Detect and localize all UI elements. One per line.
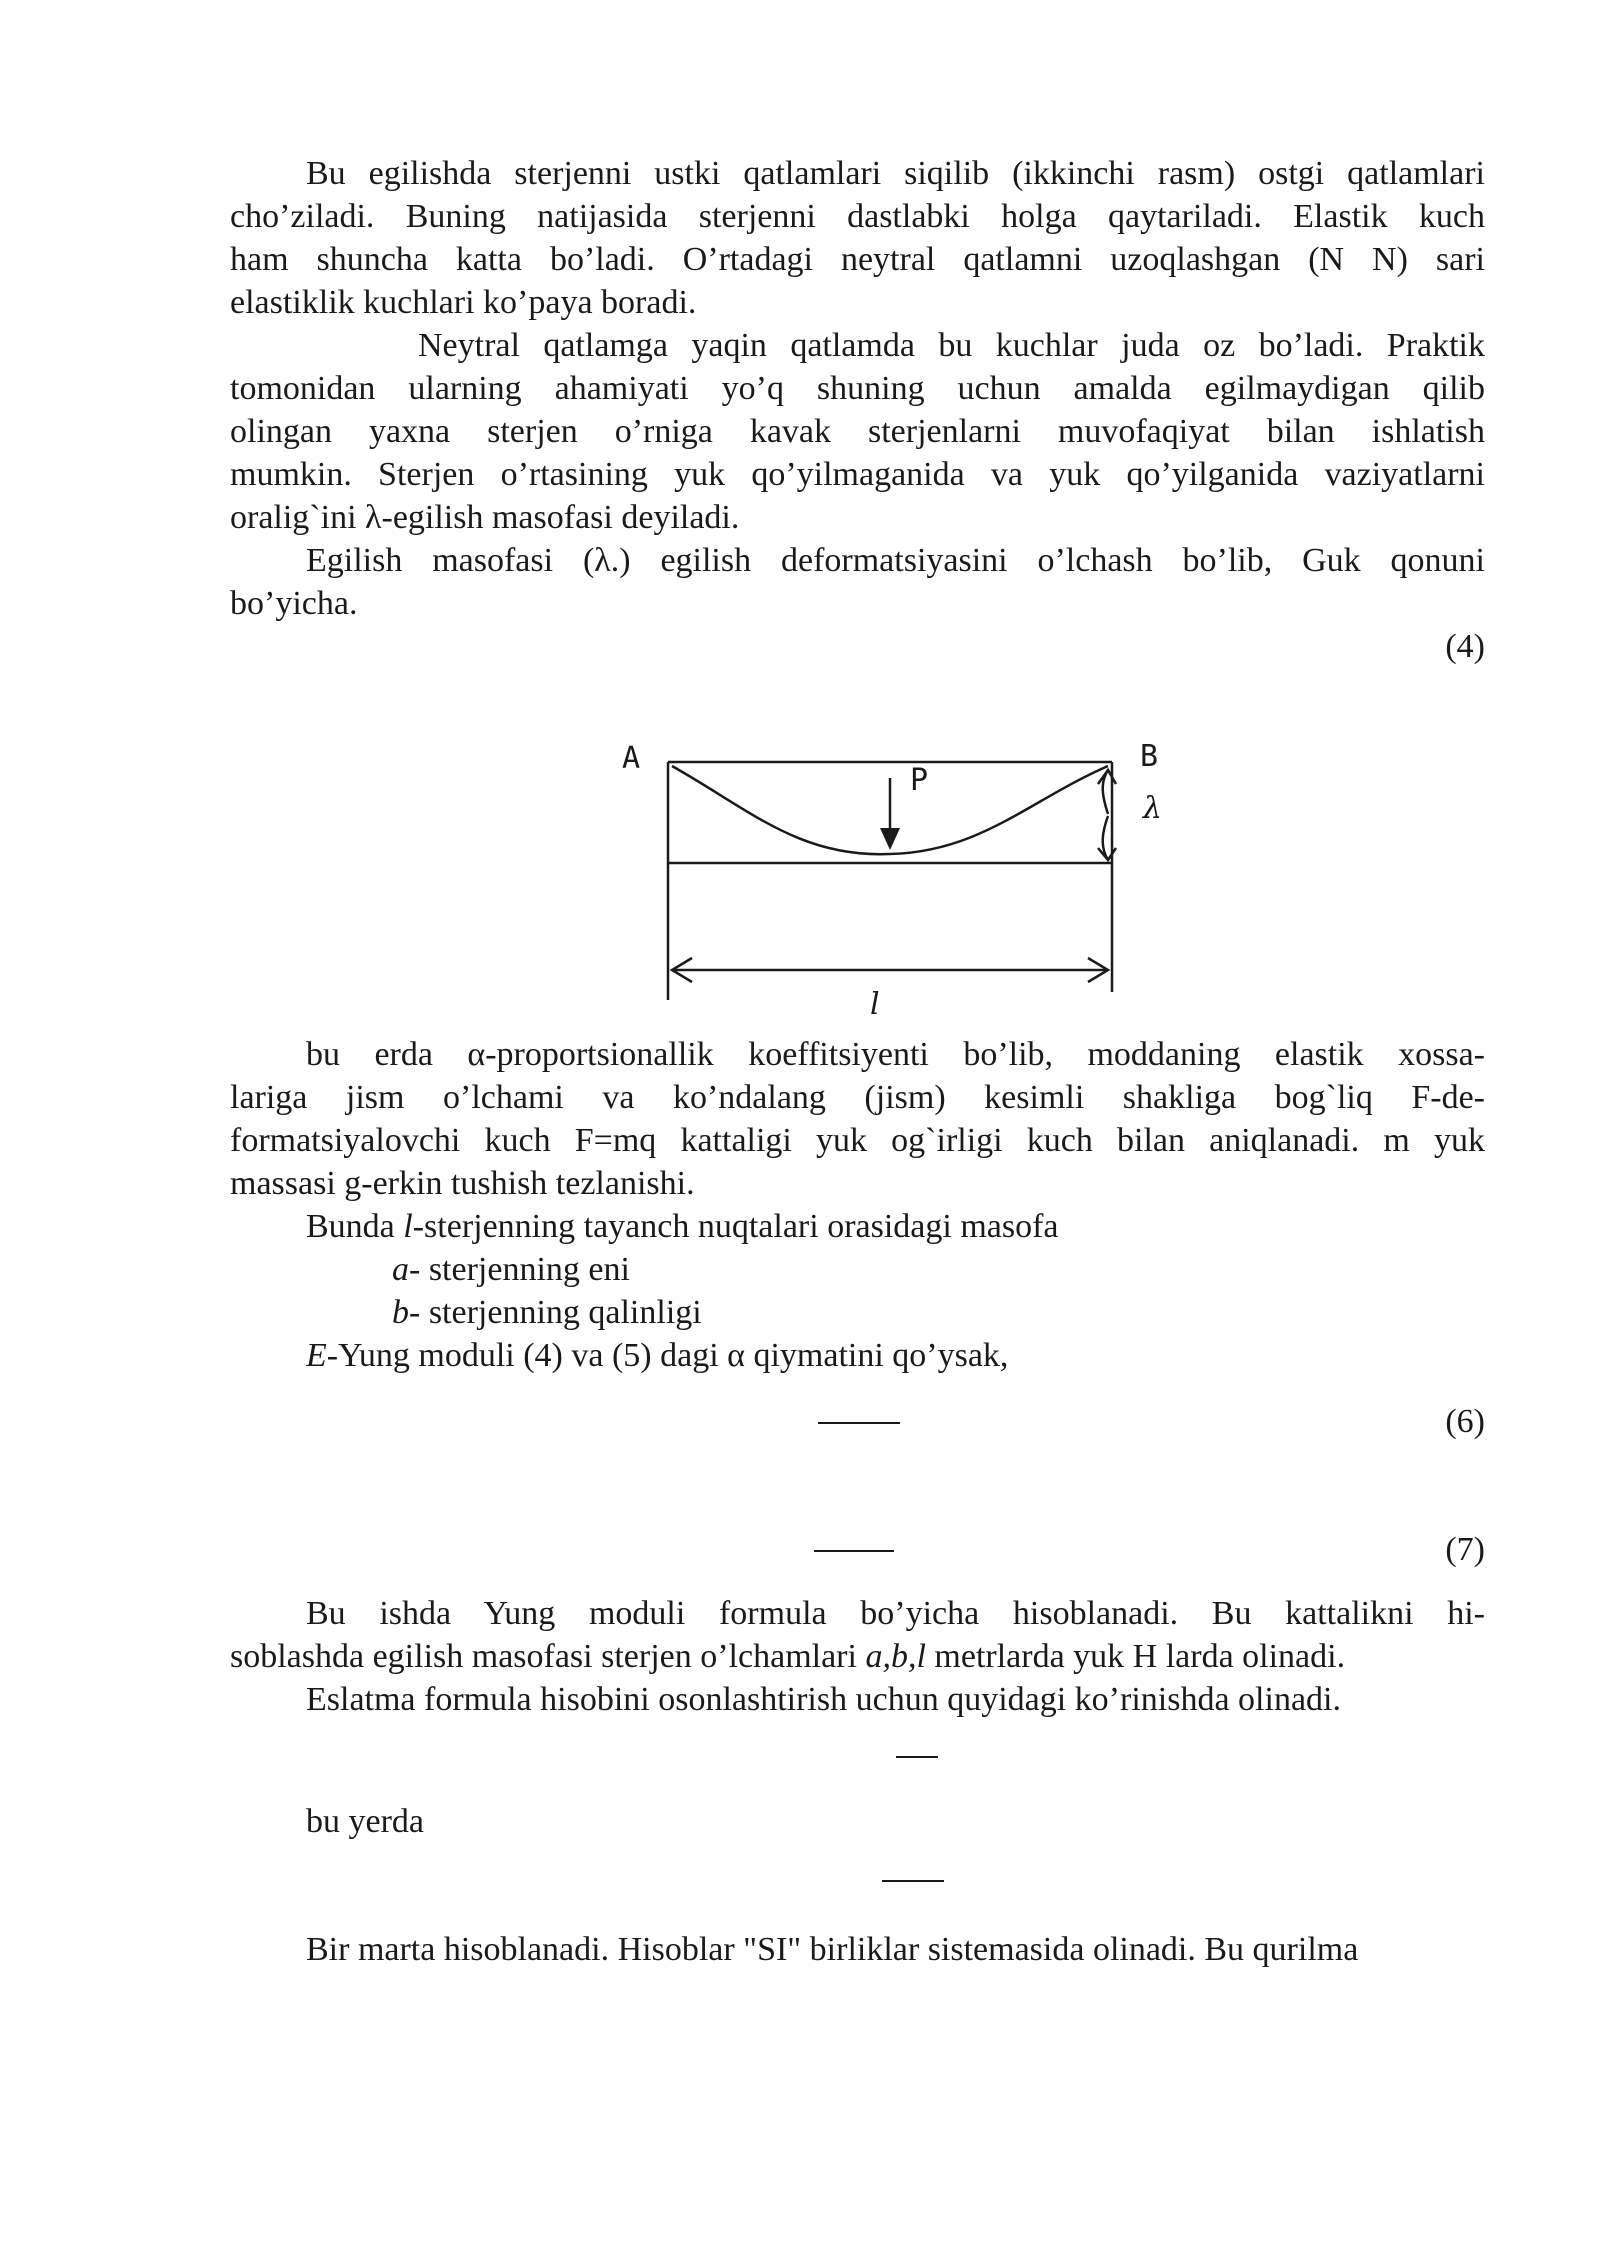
fraction-bar	[882, 1880, 944, 1882]
label-p: P	[910, 763, 929, 798]
beam-deflection-figure	[600, 730, 1180, 1020]
text-line: ham shuncha katta bo’ladi. O’rtadagi neytral qatlamni uzoqlashgan (N N) sari	[230, 241, 1485, 278]
definition-a: a- sterjenning eni	[392, 1251, 630, 1288]
equation-number: (7)	[1445, 1531, 1485, 1568]
lambda-arrow-bottom	[1098, 848, 1116, 860]
text-line: lariga jism o’lchami va ko’ndalang (jism) kesimli shakliga bog`liq F-de-	[230, 1079, 1485, 1116]
force-arrow-head	[880, 828, 900, 850]
text-line: Neytral qatlamga yaqin qatlamda bu kuchlar juda oz bo’ladi. Praktik	[418, 327, 1485, 364]
text-line: formatsiyalovchi kuch F=mq kattaligi yuk og`irligi kuch bilan aniqlanadi. m yuk	[230, 1122, 1485, 1159]
definition-l: Bunda l-sterjenning tayanch nuqtalari orasidagi masofa	[306, 1208, 1059, 1245]
text-line: mumkin. Sterjen o’rtasining yuk qo’yilmaganida va yuk qo’yilganida vaziyatlarni	[230, 456, 1485, 493]
text-line: bu erda α-proportsionallik koeffitsiyenti bo’lib, moddaning elastik xossa-	[306, 1036, 1485, 1073]
text-line: soblashda egilish masofasi sterjen o’lchamlari a,b,l metrlarda yuk H larda olinadi.	[230, 1638, 1346, 1675]
label-lambda: λ	[1143, 791, 1163, 826]
text-line: elastiklik kuchlari ko’paya boradi.	[230, 284, 697, 321]
text-line: bo’yicha.	[230, 585, 358, 622]
text-line: Bir marta hisoblanadi. Hisoblar "SI" birliklar sistemasida olinadi. Bu qurilma	[306, 1931, 1359, 1968]
label-l: l	[870, 987, 880, 1020]
label-b: B	[1140, 739, 1159, 774]
lambda-arrow-top	[1098, 770, 1116, 784]
text-line: bu yerda	[306, 1803, 425, 1840]
fraction-bar	[896, 1756, 938, 1758]
definition-e: E-Yung moduli (4) va (5) dagi α qiymatini qo’ysak,	[306, 1337, 1009, 1374]
text-line: oralig`ini λ-egilish masofasi deyiladi.	[230, 499, 740, 536]
equation-number: (6)	[1445, 1403, 1485, 1440]
text-line: cho’ziladi. Buning natijasida sterjenni dastlabki holga qaytariladi. Elastik kuch	[230, 198, 1485, 235]
text-line: Bu egilishda sterjenni ustki qatlamlari siqilib (ikkinchi rasm) ostgi qatlamlari	[306, 155, 1485, 192]
fraction-bar	[818, 1422, 900, 1424]
fraction-bar	[814, 1550, 894, 1552]
text-line: Egilish masofasi (λ.) egilish deformatsiyasini o’lchash bo’lib, Guk qonuni	[306, 542, 1485, 579]
text-line: olingan yaxna sterjen o’rniga kavak sterjenlarni muvofaqiyat bilan ishlatish	[230, 413, 1485, 450]
definition-b: b- sterjenning qalinligi	[392, 1294, 702, 1331]
equation-number: (4)	[1445, 628, 1485, 665]
text-line: massasi g-erkin tushish tezlanishi.	[230, 1165, 695, 1202]
label-a: A	[622, 741, 641, 776]
text-line: tomonidan ularning ahamiyati yo’q shuning uchun amalda egilmaydigan qilib	[230, 370, 1485, 407]
text-line: Bu ishda Yung moduli formula bo’yicha hisoblanadi. Bu kattalikni hi-	[306, 1595, 1485, 1632]
text-line: Eslatma formula hisobini osonlashtirish uchun quyidagi ko’rinishda olinadi.	[306, 1681, 1341, 1718]
